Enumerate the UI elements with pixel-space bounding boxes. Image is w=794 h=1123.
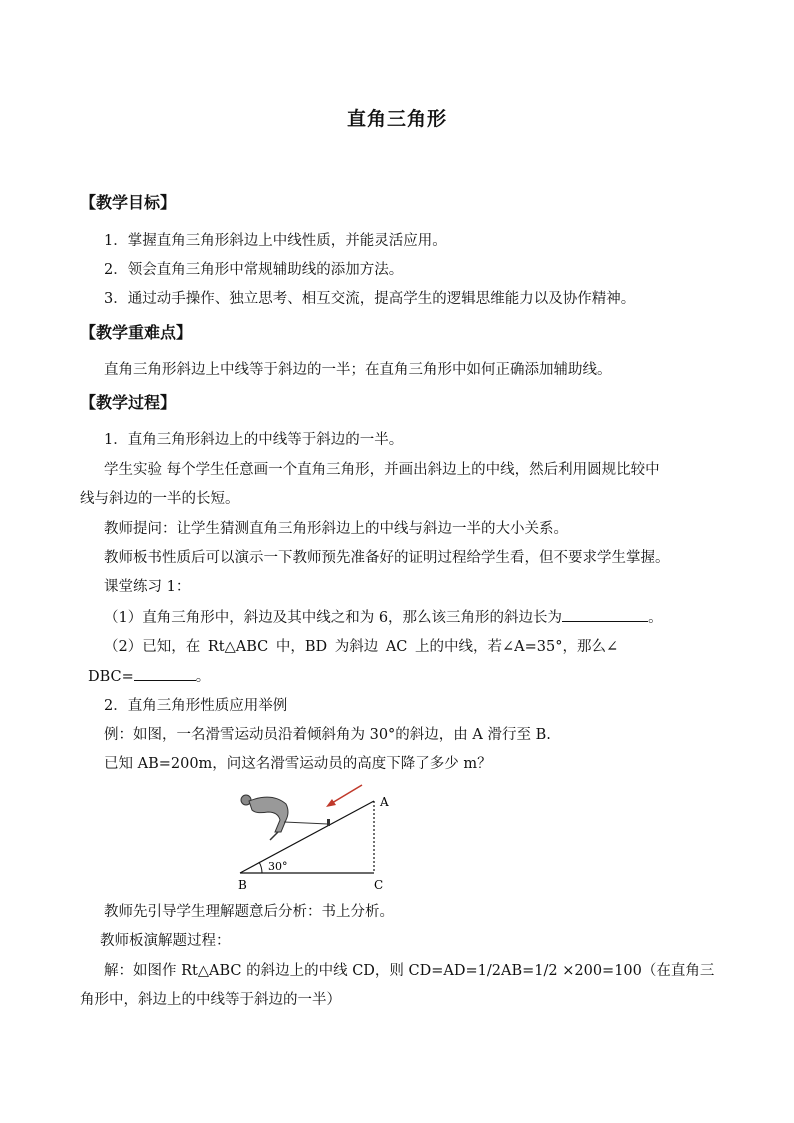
process-paragraph: 线与斜边的一半的长短。 bbox=[80, 491, 240, 507]
vertex-label-b: B bbox=[238, 878, 247, 892]
goal-item: 1．掌握直角三角形斜边上中线性质，并能灵活应用。 bbox=[104, 233, 447, 249]
angle-arc bbox=[259, 862, 262, 873]
process-paragraph: 解：如图作 Rt△ABC 的斜边上的中线 CD，则 CD=AD=1/2AB=1/2 ×200=100（在直角三 bbox=[104, 963, 715, 979]
exercise-2-continued bbox=[88, 666, 210, 687]
process-paragraph: 教师提问：让学生猜测直角三角形斜边上的中线与斜边一半的大小关系。 bbox=[104, 521, 568, 537]
key-points-text: 直角三角形斜边上中线等于斜边的一半；在直角三角形中如何正确添加辅助线。 bbox=[104, 362, 612, 378]
answer-blank bbox=[134, 666, 196, 681]
direction-arrow bbox=[332, 785, 362, 803]
skier-icon bbox=[241, 795, 330, 840]
page-title: 直角三角形 bbox=[346, 108, 447, 130]
process-paragraph: 课堂练习 1： bbox=[104, 579, 191, 595]
process-paragraph: 教师先引导学生理解题意后分析：书上分析。 bbox=[104, 904, 394, 920]
process-paragraph: 已知 AB=200m，问这名滑雪运动员的高度下降了多少 m？ bbox=[104, 756, 492, 772]
goal-item: 3．通过动手操作、独立思考、相互交流，提高学生的逻辑思维能力以及协作精神。 bbox=[104, 291, 636, 307]
vertex-label-a: A bbox=[380, 795, 389, 809]
exercise-2-end: 。 bbox=[195, 669, 211, 685]
answer-blank bbox=[562, 607, 648, 622]
section-heading-key-points: 【教学重难点】 bbox=[80, 323, 193, 342]
process-paragraph: 教师板书性质后可以演示一下教师预先准备好的证明过程给学生看，但不要求学生掌握。 bbox=[104, 550, 670, 566]
goal-item: 2．领会直角三角形中常规辅助线的添加方法。 bbox=[104, 262, 404, 278]
angle-label: 30° bbox=[268, 860, 288, 873]
process-paragraph: 例：如图，一名滑雪运动员沿着倾斜角为 30°的斜边，由 A 滑行至 B. bbox=[104, 727, 551, 743]
exercise-2: （2）已知，在 Rt△ABC 中，BD 为斜边 AC 上的中线，若∠A=35°，那么∠ bbox=[104, 639, 619, 655]
exercise-1-end: 。 bbox=[648, 610, 663, 626]
section-heading-goals: 【教学目标】 bbox=[80, 193, 177, 212]
process-paragraph: 学生实验 每个学生任意画一个直角三角形，并画出斜边上的中线，然后利用圆规比较中 bbox=[104, 462, 660, 478]
exercise-1 bbox=[104, 607, 663, 628]
section-heading-process: 【教学过程】 bbox=[80, 393, 177, 412]
exercise-1-text: （1）直角三角形中，斜边及其中线之和为 6，那么该三角形的斜边长为 bbox=[104, 610, 563, 626]
arrow-head bbox=[326, 799, 336, 807]
process-paragraph: 1．直角三角形斜边上的中线等于斜边的一半。 bbox=[104, 432, 404, 448]
skier-slope-figure bbox=[228, 782, 403, 897]
process-paragraph: 2．直角三角形性质应用举例 bbox=[104, 698, 288, 714]
exercise-2-text: DBC= bbox=[88, 669, 134, 685]
vertex-label-c: C bbox=[374, 878, 384, 892]
process-paragraph: 角形中，斜边上的中线等于斜边的一半） bbox=[80, 992, 341, 1008]
process-paragraph: 教师板演解题过程： bbox=[100, 933, 231, 949]
